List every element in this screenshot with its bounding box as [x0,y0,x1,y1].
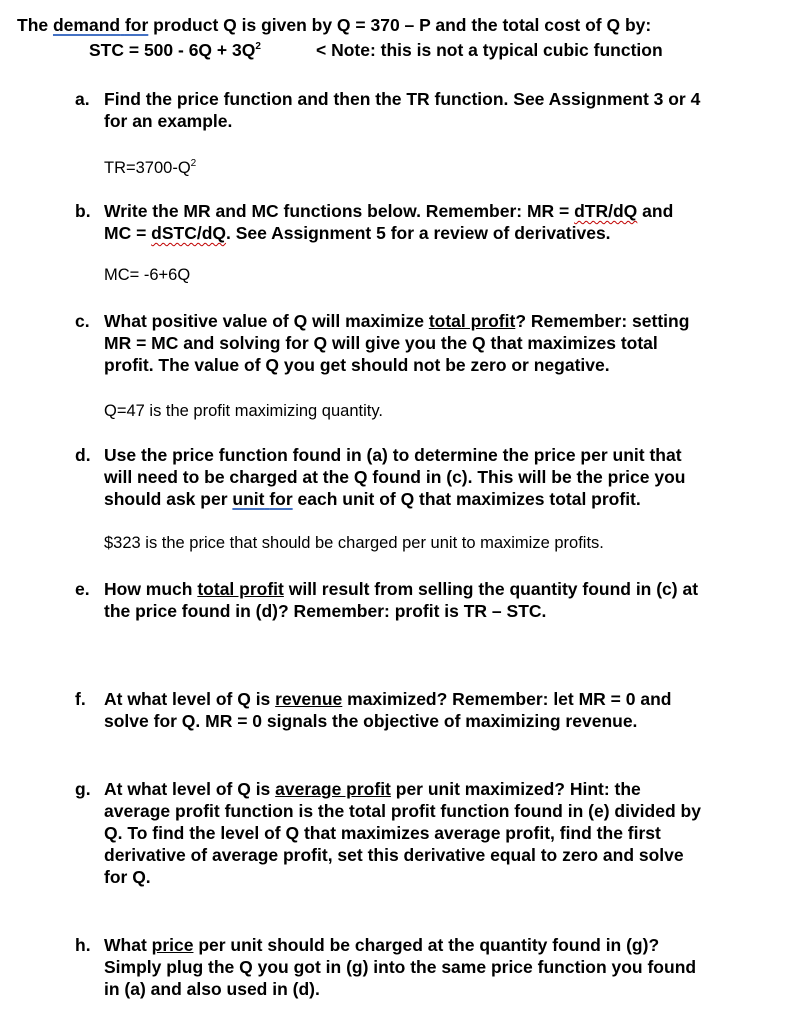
question-d-marker: d. [75,445,91,465]
question-d-line3-text: should ask per [104,489,233,509]
question-d-line3-end: each unit of Q that maximizes total profit. [292,489,641,509]
question-c-line1-text: What positive value of Q will maximize [104,311,429,331]
question-h-line3: in (a) and also used in (d). [104,979,320,999]
question-c-marker: c. [75,311,90,331]
question-b-marker: b. [75,201,91,221]
question-c-line1-end: ? Remember: setting [515,311,690,331]
question-e-line1-text: How much [104,579,198,599]
question-e-line1-end: will result from selling the quantity found in (c) at [283,579,699,599]
question-d-line2: will need to be charged at the Q found in (c). This will be the price you [104,467,686,487]
unit-word: unit [232,489,265,509]
question-d-line3 [104,488,641,510]
question-h-line1 [104,934,659,956]
question-c-line1 [104,310,689,332]
question-a-line2: for an example. [104,111,233,131]
answer-a-exponent: 2 [190,158,197,169]
question-b-line2-text: MC = [104,223,152,243]
for-word: for [269,489,293,509]
question-b-line2-end: . See Assignment 5 for a review of derivatives. [226,223,611,243]
question-b-line2 [104,222,611,244]
answer-b: MC= -6+6Q [104,266,191,284]
question-g-line1-text: At what level of Q is [104,779,276,799]
question-b-line1-text: Write the MR and MC functions below. Remember: MR = [104,201,575,221]
question-g-line5: for Q. [104,867,151,887]
question-g-line1-end: per unit maximized? Hint: the [390,779,641,799]
question-g-line2: average profit function is the total profit function found in (e) divided by [104,801,701,821]
question-b-line1-end: and [637,201,674,221]
answer-a [104,157,196,179]
answer-d: $323 is the price that should be charged per unit to maximize profits. [104,534,604,552]
intro-demand-word: demand [52,15,121,35]
question-f-line2: solve for Q. MR = 0 signals the objective of maximizing revenue. [104,711,638,731]
question-e-marker: e. [75,579,90,599]
question-b-line1 [104,200,673,222]
price-term: price [151,935,194,955]
question-e-line2: the price found in (d)? Remember: profit is TR – STC. [104,601,547,621]
mc-derivative: dSTC/dQ [151,223,227,243]
revenue-term: revenue [275,689,343,709]
intro-demand-text: product Q is given by Q = 370 – P and the total cost of Q by: [148,15,652,35]
question-f-line1-end: maximized? Remember: let MR = 0 and [342,689,672,709]
question-g-line3: Q. To find the level of Q that maximizes average profit, find the first [104,823,661,843]
total-profit-term: total profit [197,579,284,599]
answer-a-text: TR=3700-Q [104,159,191,177]
intro-for-word: for [124,15,149,35]
total-profit-term: total profit [428,311,516,331]
mr-derivative: dTR/dQ [574,201,638,221]
question-h-line1-text: What [104,935,152,955]
question-c-line3: profit. The value of Q you get should not be zero or negative. [104,355,610,375]
question-h-line1-end: per unit should be charged at the quantity found in (g)? [193,935,660,955]
question-d-line1: Use the price function found in (a) to determine the price per unit that [104,445,682,465]
question-e-line1 [104,578,698,600]
intro-text: The [17,15,53,35]
stc-exponent: 2 [255,41,261,52]
answer-c: Q=47 is the profit maximizing quantity. [104,402,383,420]
question-a-line1: Find the price function and then the TR function. See Assignment 3 or 4 [104,89,701,109]
question-h-marker: h. [75,935,91,955]
average-profit-term: average profit [275,779,391,799]
question-h-line2: Simply plug the Q you got in (g) into the same price function you found [104,957,697,977]
question-g-line4: derivative of average profit, set this derivative equal to zero and solve [104,845,684,865]
question-g-line1 [104,778,641,800]
intro-stc-line [89,39,261,61]
question-a-marker: a. [75,89,90,109]
question-f-line1-text: At what level of Q is [104,689,276,709]
question-f-line1 [104,688,671,710]
intro-note: < Note: this is not a typical cubic function [316,40,663,60]
stc-equation: STC = 500 - 6Q + 3Q [89,40,256,60]
question-c-line2: MR = MC and solving for Q will give you the Q that maximizes total [104,333,658,353]
question-f-marker: f. [75,689,86,709]
intro-demand-line [17,14,651,36]
question-g-marker: g. [75,779,91,799]
